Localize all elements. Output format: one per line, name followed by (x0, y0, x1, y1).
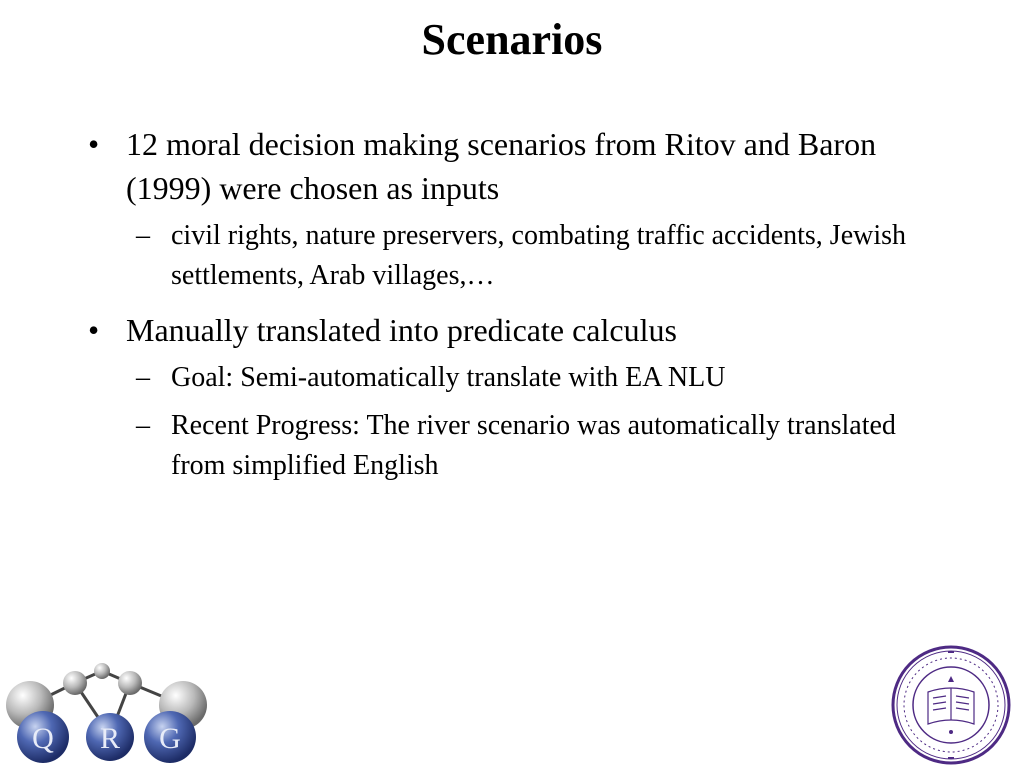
bullet-mark: • (88, 312, 100, 348)
sub-bullet-mark: – (136, 362, 150, 393)
sub-bullet-item (136, 358, 931, 398)
sub-bullet-text: Goal: Semi-automatically translate with EA NLU (171, 362, 726, 393)
sub-bullet-mark: – (136, 220, 150, 251)
university-seal-icon (890, 644, 1012, 766)
sub-bullet-text: Recent Progress: The river scenario was automatically translated from simplified English (171, 410, 896, 481)
sub-bullet-text: civil rights, nature preservers, combating traffic accidents, Jewish settlements, Arab villages,… (171, 220, 907, 291)
bullet-item (88, 308, 906, 352)
logo-letter-r: R (99, 722, 121, 755)
silver-sphere-icon (94, 663, 110, 679)
slide-body (0, 122, 1024, 494)
bullet-text: Manually translated into predicate calculus (126, 312, 677, 348)
slide-title: Scenarios (421, 15, 603, 64)
logo-letter-q: Q (32, 722, 54, 755)
sub-bullet-item (136, 406, 931, 486)
bullet-item (88, 122, 906, 210)
sub-bullet-item (136, 216, 931, 296)
bullet-text: 12 moral decision making scenarios from Ritov and Baron (1999) were chosen as inputs (126, 126, 877, 206)
silver-sphere-icon (118, 671, 142, 695)
bullet-mark: • (88, 126, 100, 162)
sub-bullet-mark: – (136, 410, 150, 441)
qrg-logo (0, 655, 215, 768)
logo-letter-g: G (159, 722, 181, 755)
silver-sphere-icon (63, 671, 87, 695)
